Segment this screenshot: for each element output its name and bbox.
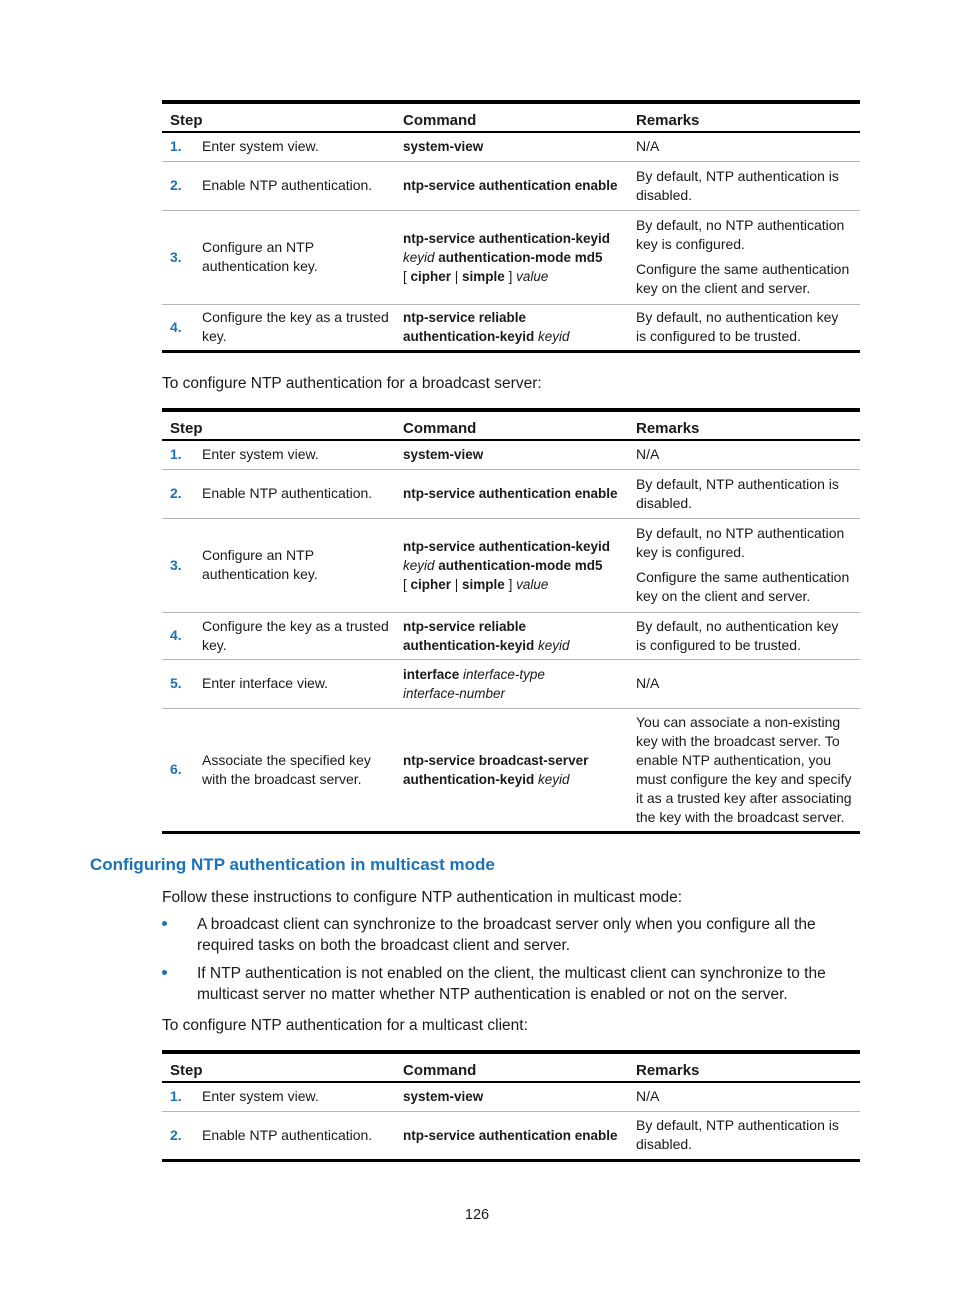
step-cell xyxy=(162,612,395,659)
remarks-cell xyxy=(628,210,860,304)
table-row xyxy=(162,708,860,832)
step-cell xyxy=(162,659,395,708)
remark-text: By default, NTP authentication is disabled. xyxy=(636,167,839,203)
remarks-cell xyxy=(628,440,860,469)
step-text: Enter interface view. xyxy=(202,675,329,691)
command-cell: ntp-service authentication enable xyxy=(395,161,628,210)
step-number: 5. xyxy=(170,675,182,691)
table-row xyxy=(162,210,860,304)
command-cell: system-view xyxy=(403,447,484,463)
step-cell xyxy=(162,161,395,210)
table-row xyxy=(162,469,860,518)
step-number: 1. xyxy=(170,446,182,463)
remark-text: By default, NTP authentication is disabled. xyxy=(636,1117,839,1152)
table-row xyxy=(162,161,860,210)
command-cell: ntp-service authentication-keyid keyid authentication-mode md5 [ cipher | simple ] value xyxy=(395,210,628,304)
remark-text: By default, no NTP authentication key is configured. xyxy=(636,525,845,560)
command-cell: ntp-service reliable authentication-keyid keyid xyxy=(395,304,628,351)
step-number: 4. xyxy=(170,318,182,335)
header-step: Step xyxy=(162,410,395,440)
table-row xyxy=(162,612,860,659)
step-cell xyxy=(162,469,395,518)
command-cell: ntp-service authentication-keyid keyid authentication-mode md5 [ cipher | simple ] value xyxy=(395,518,628,612)
step-text: Enable NTP authentication. xyxy=(202,177,373,193)
remarks-cell xyxy=(628,1111,860,1160)
table-row xyxy=(162,304,860,351)
table-header-row xyxy=(162,410,860,440)
step-text: Configure the key as a trusted key. xyxy=(202,309,389,344)
bullet-item xyxy=(162,963,867,1005)
header-remarks: Remarks xyxy=(628,410,860,440)
step-text: Enable NTP authentication. xyxy=(202,1126,373,1143)
step-number: 1. xyxy=(170,138,182,155)
bullet-text: A broadcast client can synchronize to the broadcast server only when you configure all the required tasks on both the broadcast client and server. xyxy=(197,916,816,954)
command-cell: ntp-service authentication enable xyxy=(395,1111,628,1160)
remarks-cell xyxy=(628,469,860,518)
command-cell: system-view xyxy=(403,139,484,155)
table-row xyxy=(162,1082,860,1111)
step-text: Enter system view. xyxy=(202,1088,319,1105)
remarks-cell xyxy=(628,132,860,161)
step-number: 2. xyxy=(170,485,182,501)
remark-text: N/A xyxy=(636,446,660,463)
bullet-dot-icon xyxy=(162,921,167,926)
remark-text: N/A xyxy=(636,138,660,155)
step-cell xyxy=(162,518,395,612)
command-cell: ntp-service reliable authentication-keyid keyid xyxy=(395,612,628,659)
step-cell xyxy=(162,1082,395,1111)
header-command: Command xyxy=(395,1052,628,1082)
intro-broadcast-server: To configure NTP authentication for a broadcast server: xyxy=(162,375,542,392)
steps-table-1 xyxy=(162,100,860,353)
intro-multicast-client: To configure NTP authentication for a multicast client: xyxy=(162,1017,528,1034)
step-number: 1. xyxy=(170,1088,182,1105)
remarks-cell xyxy=(628,518,860,612)
step-number: 2. xyxy=(170,177,182,193)
step-cell xyxy=(162,132,395,161)
header-remarks: Remarks xyxy=(628,1052,860,1082)
steps-table-3 xyxy=(162,1050,860,1162)
table-row xyxy=(162,518,860,612)
step-text: Enter system view. xyxy=(202,446,319,463)
remark-text: By default, no authentication key is configured to be trusted. xyxy=(636,617,839,653)
step-number: 3. xyxy=(170,248,182,265)
command-cell: ntp-service broadcast-server authentication-keyid keyid xyxy=(395,708,628,832)
step-text: Enable NTP authentication. xyxy=(202,485,373,501)
remark-text: By default, NTP authentication is disabled. xyxy=(636,475,839,511)
remarks-cell xyxy=(628,708,860,832)
step-cell xyxy=(162,304,395,351)
remark-text: You can associate a non-existing key with the broadcast server. To enable NTP authentication, you must configure the key and specify it as a trusted key after associating the key with the broadcast server. xyxy=(636,713,852,825)
step-text: Enter system view. xyxy=(202,138,319,155)
header-step: Step xyxy=(162,1052,395,1082)
table-row xyxy=(162,1111,860,1160)
intro-multicast: Follow these instructions to configure NTP authentication in multicast mode: xyxy=(162,889,683,906)
step-number: 4. xyxy=(170,627,182,643)
step-text: Configure the key as a trusted key. xyxy=(202,617,389,653)
bullet-dot-icon xyxy=(162,970,167,975)
step-cell xyxy=(162,708,395,832)
remark-text: N/A xyxy=(636,675,660,691)
remarks-cell xyxy=(628,659,860,708)
remarks-cell xyxy=(628,304,860,351)
step-number: 3. xyxy=(170,556,182,573)
table-row xyxy=(162,659,860,708)
header-step: Step xyxy=(162,102,395,132)
table-row xyxy=(162,440,860,469)
step-text: Associate the specified key with the broadcast server. xyxy=(202,751,371,787)
remark-text: Configure the same authentication key on the client and server. xyxy=(636,261,850,296)
remark-text: By default, no NTP authentication key is configured. xyxy=(636,217,845,252)
step-text: Configure an NTP authentication key. xyxy=(202,547,318,582)
step-cell xyxy=(162,210,395,304)
header-remarks: Remarks xyxy=(628,102,860,132)
bullet-item xyxy=(162,914,867,956)
table-header-row xyxy=(162,102,860,132)
step-text: Configure an NTP authentication key. xyxy=(202,239,318,274)
steps-table-2 xyxy=(162,408,860,834)
page-number: 126 xyxy=(464,1207,490,1223)
command-cell: ntp-service authentication enable xyxy=(395,469,628,518)
remark-text: N/A xyxy=(636,1088,660,1105)
remarks-cell xyxy=(628,1082,860,1111)
command-cell: interface interface-type interface-number xyxy=(395,659,628,708)
remarks-cell xyxy=(628,612,860,659)
command-cell: system-view xyxy=(403,1089,484,1105)
remark-text: Configure the same authentication key on the client and server. xyxy=(636,569,850,604)
step-cell xyxy=(162,440,395,469)
header-command: Command xyxy=(395,102,628,132)
header-command: Command xyxy=(395,410,628,440)
remark-text: By default, no authentication key is configured to be trusted. xyxy=(636,309,839,344)
step-number: 6. xyxy=(170,761,182,777)
remarks-cell xyxy=(628,161,860,210)
step-cell xyxy=(162,1111,395,1160)
bullet-text: If NTP authentication is not enabled on the client, the multicast client can synchronize to the multicast server no matter whether NTP authentication is enabled or not on the server. xyxy=(197,965,826,1003)
table-row xyxy=(162,132,860,161)
section-heading: Configuring NTP authentication in multicast mode xyxy=(90,855,495,874)
table-header-row xyxy=(162,1052,860,1082)
step-number: 2. xyxy=(170,1126,182,1143)
